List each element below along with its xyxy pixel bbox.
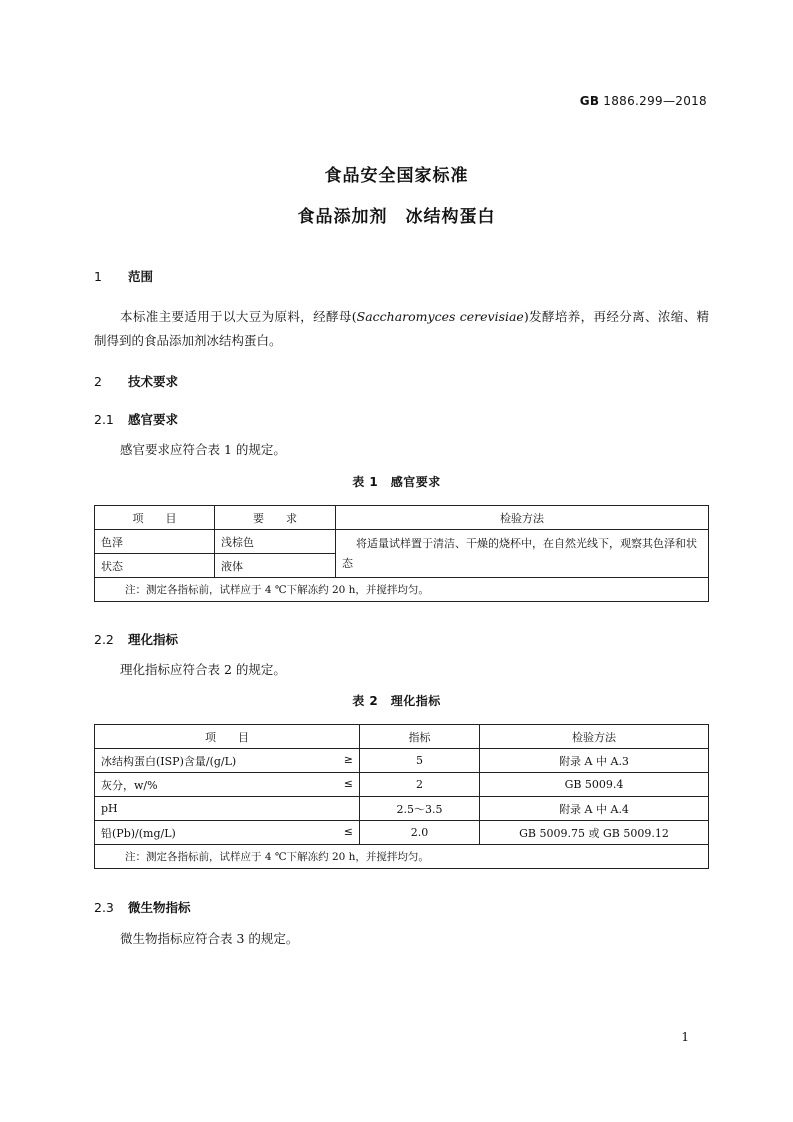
section-2-1-paragraph: 感官要求应符合表 1 的规定。 bbox=[120, 442, 286, 457]
method-cell: 附录 A 中 A.3 bbox=[480, 749, 709, 773]
section-number: 2.2 bbox=[94, 632, 114, 647]
table-1 bbox=[94, 505, 709, 602]
species-name: Saccharomyces cerevisiae bbox=[356, 309, 524, 324]
header-item: 项 目 bbox=[95, 725, 360, 749]
table-row bbox=[95, 773, 709, 797]
section-2-heading bbox=[94, 372, 178, 390]
comparison-symbol: ≥ bbox=[343, 752, 353, 766]
table-row bbox=[95, 530, 709, 554]
method-cell: 附录 A 中 A.4 bbox=[480, 797, 709, 821]
item-cell bbox=[95, 773, 360, 797]
table-header-row bbox=[95, 725, 709, 749]
table-note: 注：测定各指标前，试样应于 4 ℃下解冻约 20 h，并搅拌均匀。 bbox=[95, 845, 709, 869]
header-item: 项 目 bbox=[95, 506, 215, 530]
section-title: 理化指标 bbox=[128, 632, 179, 647]
document-subtitle: 食品添加剂 冰结构蛋白 bbox=[297, 207, 496, 227]
value-cell: 2.0 bbox=[360, 821, 480, 845]
table-row bbox=[95, 821, 709, 845]
requirement-cell: 液体 bbox=[215, 554, 336, 578]
item-cell bbox=[95, 821, 360, 845]
method-cell: GB 5009.4 bbox=[480, 773, 709, 797]
item-label: 铅(Pb)/(mg/L) bbox=[101, 826, 176, 840]
section-title: 范围 bbox=[128, 269, 154, 284]
table-note-row bbox=[95, 578, 709, 602]
table-row bbox=[95, 749, 709, 773]
section-title: 感官要求 bbox=[128, 412, 179, 427]
item-label: 灰分，w/% bbox=[101, 778, 158, 792]
table-header-row bbox=[95, 506, 709, 530]
section-2-2-paragraph: 理化指标应符合表 2 的规定。 bbox=[120, 662, 286, 677]
method-cell: 将适量试样置于清洁、干燥的烧杯中，在自然光线下，观察其色泽和状态 bbox=[336, 530, 709, 578]
section-number: 2.1 bbox=[94, 412, 114, 427]
para-text: )发酵培养，再经分离、浓缩、精制得到的食品添加剂冰结构蛋白。 bbox=[94, 309, 709, 348]
item-label: pH bbox=[101, 802, 118, 815]
table-2 bbox=[94, 724, 709, 869]
item-cell bbox=[95, 797, 360, 821]
table-note-row bbox=[95, 845, 709, 869]
section-2-3-paragraph: 微生物指标应符合表 3 的规定。 bbox=[120, 931, 299, 946]
header-method: 检验方法 bbox=[480, 725, 709, 749]
item-cell: 色泽 bbox=[95, 530, 215, 554]
section-title: 微生物指标 bbox=[128, 900, 191, 915]
item-cell bbox=[95, 749, 360, 773]
value-cell: 2 bbox=[360, 773, 480, 797]
standard-number: 1886.299—2018 bbox=[603, 94, 707, 108]
header-requirement: 要 求 bbox=[215, 506, 336, 530]
item-label: 冰结构蛋白(ISP)含量/(g/L) bbox=[101, 754, 237, 768]
section-number: 1 bbox=[94, 269, 102, 284]
document-title: 食品安全国家标准 bbox=[324, 166, 469, 186]
standard-code bbox=[580, 94, 707, 108]
para-text: 本标准主要适用于以大豆为原料，经酵母( bbox=[120, 309, 357, 324]
method-cell: GB 5009.75 或 GB 5009.12 bbox=[480, 821, 709, 845]
table-note: 注：测定各指标前，试样应于 4 ℃下解冻约 20 h，并搅拌均匀。 bbox=[95, 578, 709, 602]
comparison-symbol: ≤ bbox=[343, 824, 353, 838]
section-2-2-heading bbox=[94, 630, 178, 648]
requirement-cell: 浅棕色 bbox=[215, 530, 336, 554]
value-cell: 5 bbox=[360, 749, 480, 773]
section-number: 2.3 bbox=[94, 900, 114, 915]
section-2-1-heading bbox=[94, 410, 178, 428]
section-2-3-heading bbox=[94, 898, 191, 916]
page-number: 1 bbox=[681, 1030, 689, 1044]
table-2-caption: 表 2 理化指标 bbox=[352, 694, 441, 708]
standard-prefix: GB bbox=[579, 94, 600, 108]
value-cell: 2.5～3.5 bbox=[360, 797, 480, 821]
table-1-caption: 表 1 感官要求 bbox=[352, 475, 441, 489]
section-1-paragraph bbox=[94, 305, 709, 353]
header-value: 指标 bbox=[360, 725, 480, 749]
item-cell: 状态 bbox=[95, 554, 215, 578]
comparison-symbol: ≤ bbox=[343, 776, 353, 790]
section-title: 技术要求 bbox=[128, 374, 179, 389]
section-number: 2 bbox=[94, 374, 102, 389]
table-row bbox=[95, 797, 709, 821]
header-method: 检验方法 bbox=[336, 506, 709, 530]
section-1-heading bbox=[94, 267, 153, 285]
